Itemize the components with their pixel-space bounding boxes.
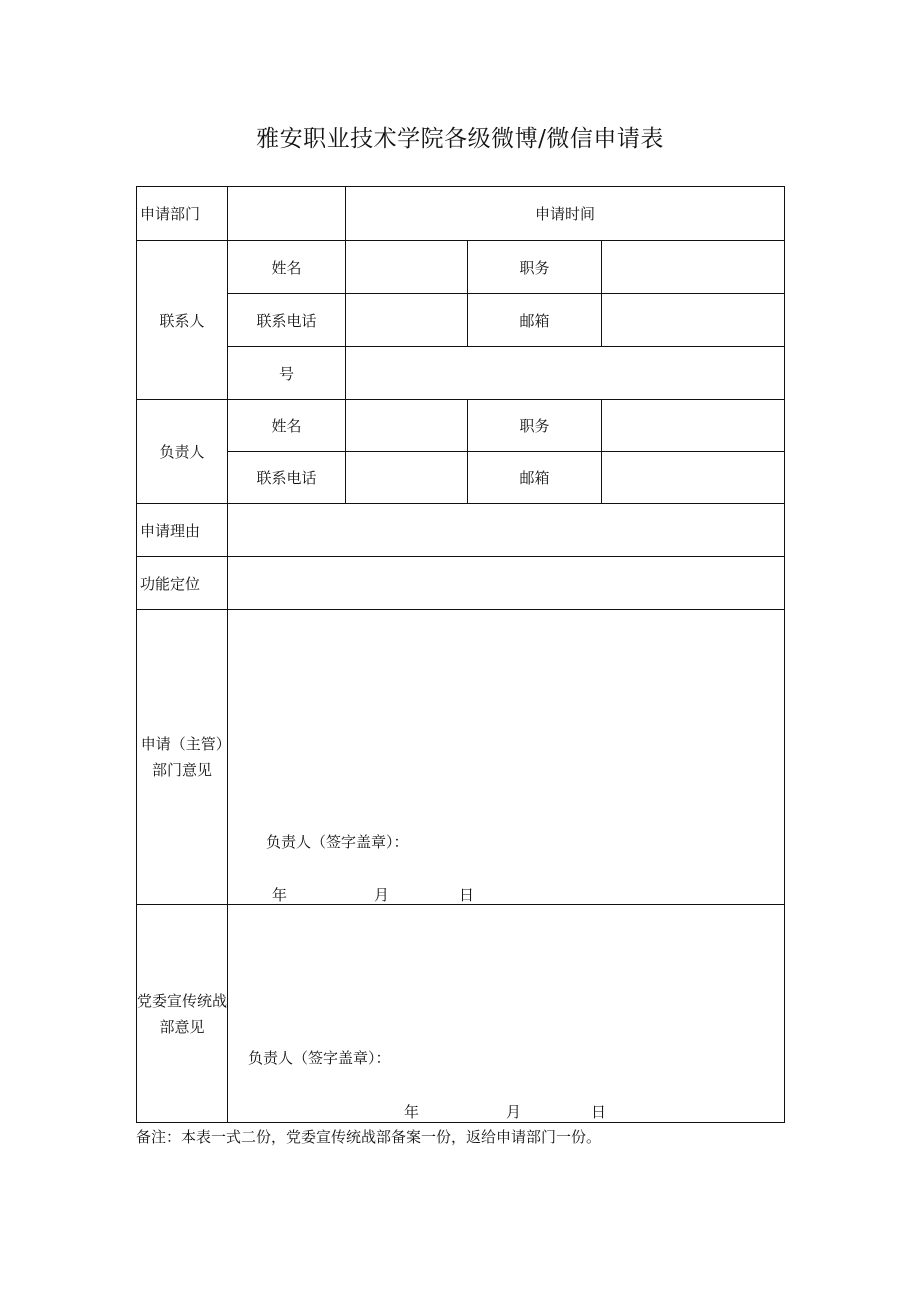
dept-date-day: 日 — [459, 886, 475, 904]
function-field[interactable] — [228, 557, 785, 610]
party-signature-label: 负责人（签字盖章）： — [248, 1049, 391, 1067]
responsible-phone-field[interactable] — [346, 452, 468, 504]
dept-opinion-label: 申请（主管）部门意见 — [137, 610, 228, 905]
responsible-position-field[interactable] — [602, 400, 785, 452]
contact-id-field[interactable] — [346, 347, 785, 400]
function-label: 功能定位 — [137, 557, 228, 610]
contact-email-label: 邮箱 — [468, 294, 602, 347]
contact-group-label: 联系人 — [137, 241, 228, 400]
party-date-year: 年 — [404, 1103, 420, 1121]
form-title: 雅安职业技术学院各级微博/微信申请表 — [256, 126, 664, 152]
responsible-name-field[interactable] — [346, 400, 468, 452]
contact-id-label: 号 — [228, 347, 346, 400]
responsible-email-label: 邮箱 — [468, 452, 602, 504]
responsible-email-field[interactable] — [602, 452, 785, 504]
contact-phone-label: 联系电话 — [228, 294, 346, 347]
party-date-day: 日 — [591, 1103, 607, 1121]
contact-name-field[interactable] — [346, 241, 468, 294]
responsible-name-label: 姓名 — [228, 400, 346, 452]
party-date-month: 月 — [506, 1103, 522, 1121]
dept-signature-label: 负责人（签字盖章）： — [266, 833, 409, 851]
application-form-table — [136, 186, 785, 1123]
party-opinion-label: 党委宣传统战部意见 — [137, 905, 228, 1123]
party-opinion-field[interactable] — [228, 905, 785, 1123]
dept-date-month: 月 — [374, 886, 390, 904]
apply-dept-label: 申请部门 — [137, 187, 228, 241]
footnote: 备注：本表一式二份，党委宣传统战部备案一份，返给申请部门一份。 — [136, 1128, 602, 1146]
contact-phone-field[interactable] — [346, 294, 468, 347]
contact-email-field[interactable] — [602, 294, 785, 347]
apply-dept-field[interactable] — [228, 187, 346, 241]
dept-date-year: 年 — [272, 886, 288, 904]
apply-time-field[interactable]: 申请时间 — [346, 187, 785, 241]
responsible-group-label: 负责人 — [137, 400, 228, 504]
dept-opinion-field[interactable] — [228, 610, 785, 905]
contact-position-label: 职务 — [468, 241, 602, 294]
reason-field[interactable] — [228, 504, 785, 557]
responsible-phone-label: 联系电话 — [228, 452, 346, 504]
contact-position-field[interactable] — [602, 241, 785, 294]
contact-name-label: 姓名 — [228, 241, 346, 294]
responsible-position-label: 职务 — [468, 400, 602, 452]
reason-label: 申请理由 — [137, 504, 228, 557]
